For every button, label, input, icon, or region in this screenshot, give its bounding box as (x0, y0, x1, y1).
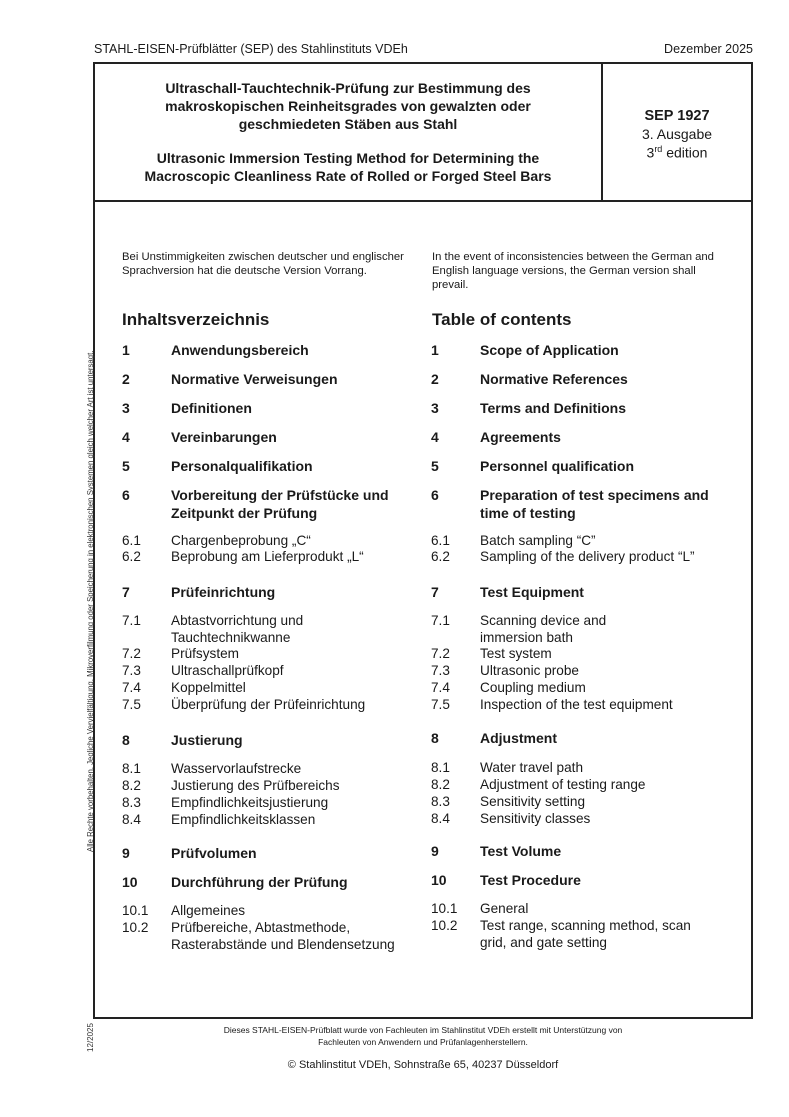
title-english-line: Macroscopic Cleanliness Rate of Rolled or Forged Steel Bars (144, 168, 552, 184)
edition-english: 3rd edition (646, 144, 708, 161)
footer-note-line: Fachleuten von Anwendern und Prüfanlagenherstellern. (318, 1037, 528, 1047)
edition-german: 3. Ausgabe (641, 126, 713, 142)
title-main (95, 64, 603, 200)
sep-number: SEP 1927 (644, 108, 710, 124)
title-german (95, 79, 601, 133)
language-note-english: In the event of inconsistencies between the German and English language versions, the German version shall prevail. (432, 251, 714, 291)
title-german-line: geschmiedeten Stäben aus Stahl (238, 116, 458, 132)
title-english (95, 149, 601, 185)
title-german-line: Ultraschall-Tauchtechnik-Prüfung zur Bestimmung des (165, 80, 531, 96)
language-note-german: Bei Unstimmigkeiten zwischen deutscher und englischer Sprachversion hat die deutsche Version Vorrang. (122, 251, 404, 277)
toc-heading-german: Inhaltsverzeichnis (122, 310, 270, 329)
footer-note (95, 1024, 751, 1048)
copyright: © Stahlinstitut VDEh, Sohnstraße 65, 40237 Düsseldorf (287, 1059, 559, 1071)
title-english-line: Ultrasonic Immersion Testing Method for Determining the (156, 150, 540, 166)
rights-notice: Alle Rechte vorbehalten. Jegliche Vervielfältigung, Mikroverfilmung oder Speicherung in elektronischen Systemen gleich welcher Art ist untersagt. (86, 350, 95, 852)
toc-heading-english: Table of contents (432, 310, 572, 329)
title-box (93, 62, 753, 202)
footer-note-line: Dieses STAHL-EISEN-Prüfblatt wurde von Fachleuten im Stahlinstitut VDEh erstellt mit Unterstützung von (223, 1025, 623, 1035)
header-publication: STAHL-EISEN-Prüfblätter (SEP) des Stahlinstituts VDEh (94, 42, 408, 56)
header-date: Dezember 2025 (664, 42, 753, 56)
title-german-line: makroskopischen Reinheitsgrades von gewalzten oder (165, 98, 531, 114)
side-date: 12/2025 (86, 1023, 95, 1052)
